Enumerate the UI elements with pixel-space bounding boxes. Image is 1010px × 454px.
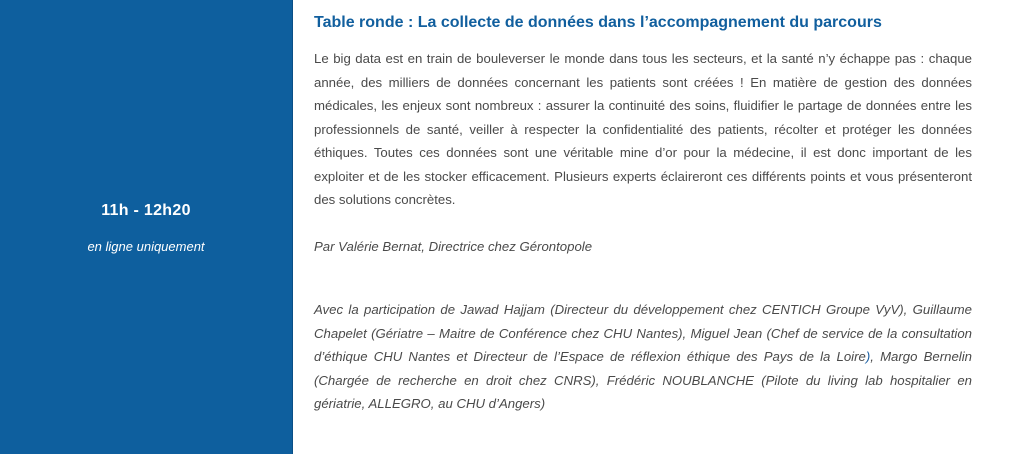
session-time: 11h - 12h20: [101, 202, 191, 219]
participants-accent: ): [865, 349, 871, 364]
session-details: [293, 0, 1010, 454]
session-mode: en ligne uniquement: [87, 239, 205, 254]
session-time-panel: [0, 0, 293, 454]
session-participants: [314, 298, 972, 416]
participants-text-2: , Margo Bernelin (Chargée de recherche en droit chez CNRS), Frédéric NOUBLANCHE (Pilote du living lab hospitalier en gériatrie, ALLEGRO, au CHU d’Angers): [314, 349, 972, 411]
session-moderator: Par Valérie Bernat, Directrice chez Gérontopole: [314, 238, 593, 254]
session-title: Table ronde : La collecte de données dans l’accompagnement du parcours: [314, 14, 882, 31]
session-description: Le big data est en train de bouleverser le monde dans tous les secteurs, et la santé n’y échappe pas : chaque année, des milliers de données concernant les patients sont créées ! En matière de gestion des données médicales, les enjeux sont nombreux : assurer la continuité des soins, fluidifier le partage de données entre les professionnels de santé, veiller à respecter la confidentialité des patients, récolter et protéger les données éthiques. Toutes ces données sont une véritable mine d’or pour la médecine, il est donc important de les exploiter et de les stocker efficacement. Plusieurs experts éclaireront ces différents points et vous présenteront des solutions concrètes.: [314, 51, 972, 207]
participants-text-1: Avec la participation de Jawad Hajjam (Directeur du développement chez CENTICH Groupe VyV), Guillaume Chapelet (Gériatre – Maitre de Conférence chez CHU Nantes), Miguel Jean (Chef de service de la consultation d’éthique CHU Nantes et Directeur de l’Espace de réflexion éthique des Pays de la Loire: [314, 302, 972, 364]
